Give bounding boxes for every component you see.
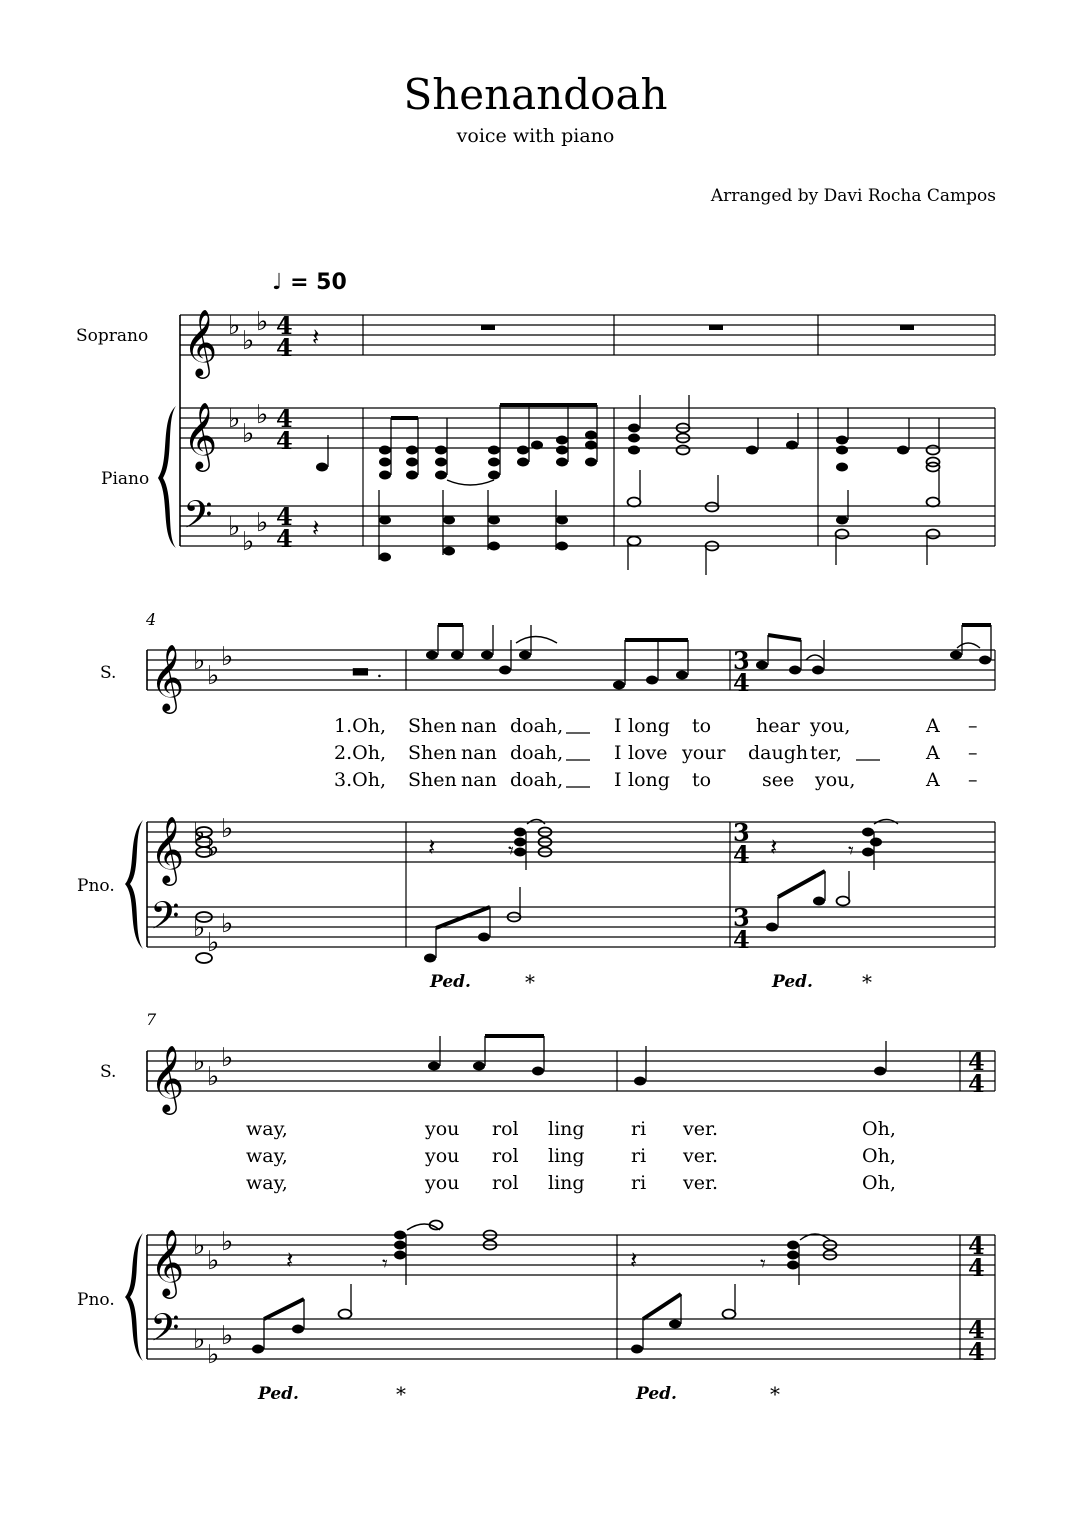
arranger-credit: Arranged by Davi Rocha Campos: [710, 186, 996, 206]
time-signature-denominator: 4: [276, 333, 293, 362]
staff-piano-bass: [147, 1319, 995, 1359]
svg-text:4: 4: [968, 1047, 985, 1076]
svg-text:♭: ♭: [193, 1047, 206, 1077]
svg-text:4: 4: [968, 1253, 985, 1282]
instrument-label-piano-short: Pno.: [77, 876, 115, 896]
quarter-note-icon: ♩: [272, 270, 283, 295]
svg-text:♭: ♭: [221, 814, 234, 844]
lyric-syllable: –: [968, 715, 978, 737]
staff-soprano: [147, 1051, 995, 1091]
flat-icon: ♭: [242, 527, 255, 557]
lyric-syllable: 3.Oh,: [334, 769, 386, 791]
svg-text:♭: ♭: [193, 1325, 206, 1355]
lyric-syllable: you,: [810, 715, 851, 737]
flat-icon: ♭: [207, 661, 220, 691]
flat-icon: ♭: [256, 508, 269, 538]
lyric-syllable: ri: [631, 1145, 647, 1167]
lyric-syllable: way,: [246, 1145, 288, 1167]
lyric-syllable: doah,: [510, 715, 564, 737]
score-title: Shenandoah: [403, 70, 668, 119]
lyric-syllable: rol: [492, 1145, 519, 1167]
treble-clef-icon: 𝄞: [150, 1044, 185, 1112]
flat-icon: ♭: [242, 419, 255, 449]
svg-text:4: 4: [276, 426, 293, 455]
lyric-syllable: you: [425, 1145, 460, 1167]
flat-icon: ♭: [193, 646, 206, 676]
svg-text:𝄾: 𝄾: [848, 839, 854, 864]
lyric-syllable: –: [968, 742, 978, 764]
eighth-rest-icon: 𝄾: [508, 839, 514, 864]
svg-text:♭: ♭: [207, 928, 220, 958]
staff-piano-bass: [147, 907, 995, 947]
lyric-syllable: 1.Oh,: [334, 715, 386, 737]
lyric-syllable: ver.: [683, 1118, 719, 1140]
time-signature-numerator: 4: [276, 311, 293, 340]
flat-icon: ♭: [242, 326, 255, 356]
lyric-syllable: Oh,: [862, 1172, 896, 1194]
svg-text:𝄽: 𝄽: [770, 833, 778, 861]
lyric-syllable: –: [968, 769, 978, 791]
whole-rest-icon: [481, 325, 495, 330]
lyric-syllable: love: [628, 742, 668, 764]
lyric-syllable: A: [926, 742, 940, 764]
lyric-syllable: ver.: [683, 1145, 719, 1167]
lyric-syllable: you: [425, 1118, 460, 1140]
svg-text:4: 4: [276, 502, 293, 531]
pedal-up-marking: *: [525, 970, 535, 994]
lyric-syllable: ling: [548, 1172, 585, 1194]
pedal-down-marking: Ped.: [772, 972, 813, 992]
svg-text:♭: ♭: [221, 1043, 234, 1073]
lyric-syllable: ter,: [810, 742, 842, 764]
staff-piano-bass: [180, 506, 995, 546]
lyric-syllable: ling: [548, 1145, 585, 1167]
lyric-syllable: way,: [246, 1172, 288, 1194]
bass-clef-icon: 𝄢: [150, 1305, 180, 1359]
lyric-syllable: nan: [461, 742, 497, 764]
flat-icon: ♭: [228, 512, 241, 542]
lyric-syllable: Oh,: [862, 1118, 896, 1140]
lyric-syllable: you: [425, 1172, 460, 1194]
lyric-syllable: doah,: [510, 769, 564, 791]
quarter-rest-icon: 𝄽: [312, 514, 320, 542]
lyric-syllable: doah,: [510, 742, 564, 764]
lyric-syllable: I: [614, 742, 622, 764]
flat-icon: ♭: [228, 404, 241, 434]
svg-text:𝄽: 𝄽: [630, 1246, 638, 1274]
svg-text:4: 4: [968, 1069, 985, 1098]
staff-soprano: [147, 650, 995, 690]
svg-text:♭: ♭: [207, 1062, 220, 1092]
svg-text:4: 4: [968, 1231, 985, 1260]
treble-clef-icon: 𝄞: [183, 308, 218, 376]
lyric-syllable: nan: [461, 769, 497, 791]
svg-text:4: 4: [968, 1337, 985, 1366]
svg-text:♭: ♭: [221, 909, 234, 939]
svg-text:4: 4: [733, 668, 750, 697]
instrument-label-piano: Piano: [101, 469, 150, 489]
lyric-syllable: to: [692, 715, 712, 737]
lyric-syllable: your: [682, 742, 726, 764]
svg-text:♭: ♭: [193, 1231, 206, 1261]
lyric-syllable: 2.Oh,: [334, 742, 386, 764]
measure-number: 7: [146, 1010, 157, 1029]
svg-text:4: 4: [733, 840, 750, 869]
pedal-up-marking: *: [396, 1382, 406, 1406]
svg-text:♭: ♭: [207, 1246, 220, 1276]
tempo-value: = 50: [290, 270, 347, 295]
lyric-syllable: Shen: [408, 769, 457, 791]
lyric-syllable: A: [926, 769, 940, 791]
lyric-syllable: A: [926, 715, 940, 737]
lyric-syllable: ling: [548, 1118, 585, 1140]
flat-icon: ♭: [256, 307, 269, 337]
svg-text:♭: ♭: [193, 913, 206, 943]
bass-clef-icon: 𝄢: [183, 492, 213, 546]
svg-text:♭: ♭: [221, 1227, 234, 1257]
staff-soprano: [180, 315, 995, 355]
lyric-extenders: [566, 733, 880, 787]
ties: [407, 480, 980, 1240]
measure-number: 4: [146, 610, 157, 629]
treble-clef-icon: 𝄞: [150, 643, 185, 711]
lyric-syllable: daugh: [748, 742, 809, 764]
lyric-syllable: ri: [631, 1118, 647, 1140]
noteheads: [252, 424, 991, 1354]
svg-text:3: 3: [733, 646, 750, 675]
instrument-label-soprano-short: S.: [100, 663, 117, 683]
pedal-down-marking: Ped.: [430, 972, 471, 992]
lyric-syllable: to: [692, 769, 712, 791]
quarter-rest-icon: 𝄽: [312, 323, 320, 351]
quarter-rest-icon: 𝄽: [428, 833, 436, 861]
whole-rest-icon: [900, 325, 914, 330]
svg-text:♭: ♭: [207, 833, 220, 863]
half-rest-icon: ▬ .: [351, 658, 383, 682]
whole-rest-icon: [709, 325, 723, 330]
piano-brace-icon: [125, 406, 176, 1361]
flat-icon: ♭: [221, 642, 234, 672]
lyric-syllable: Oh,: [862, 1145, 896, 1167]
lyric-syllable: I: [614, 769, 622, 791]
lyric-syllable: you,: [815, 769, 856, 791]
lyric-syllable: long: [628, 715, 670, 737]
pedal-up-marking: *: [770, 1382, 780, 1406]
score-subtitle: voice with piano: [456, 125, 615, 147]
treble-clef-icon: 𝄞: [150, 815, 185, 883]
svg-text:3: 3: [733, 903, 750, 932]
lyric-syllable: hear: [756, 715, 800, 737]
svg-text:♭: ♭: [193, 818, 206, 848]
bass-clef-icon: 𝄢: [150, 893, 180, 947]
svg-text:𝄽: 𝄽: [286, 1246, 294, 1274]
staff-piano-treble: [147, 1235, 995, 1275]
flat-icon: ♭: [228, 311, 241, 341]
svg-text:4: 4: [968, 1315, 985, 1344]
lyric-syllable: I: [614, 715, 622, 737]
lyric-syllable: nan: [461, 715, 497, 737]
svg-text:𝄾: 𝄾: [382, 1252, 388, 1277]
lyric-syllable: ver.: [683, 1172, 719, 1194]
instrument-label-soprano-short: S.: [100, 1062, 117, 1082]
lyric-syllable: ri: [631, 1172, 647, 1194]
instrument-label-piano-short: Pno.: [77, 1290, 115, 1310]
pedal-up-marking: *: [862, 970, 872, 994]
instrument-label-soprano: Soprano: [76, 326, 149, 346]
svg-text:♭: ♭: [207, 1340, 220, 1370]
lyric-syllable: rol: [492, 1118, 519, 1140]
pedal-down-marking: Ped.: [258, 1384, 299, 1404]
svg-text:♭: ♭: [221, 1321, 234, 1351]
lyric-syllable: way,: [246, 1118, 288, 1140]
lyric-syllable: long: [628, 769, 670, 791]
lyric-syllable: see: [762, 769, 795, 791]
svg-text:4: 4: [276, 524, 293, 553]
lyric-syllable: Shen: [408, 742, 457, 764]
svg-text:3: 3: [733, 818, 750, 847]
svg-text:4: 4: [733, 925, 750, 954]
svg-text:𝄾: 𝄾: [760, 1252, 766, 1277]
lyric-syllable: Shen: [408, 715, 457, 737]
flat-icon: ♭: [256, 400, 269, 430]
treble-clef-icon: 𝄞: [183, 401, 218, 469]
svg-text:4: 4: [276, 404, 293, 433]
treble-clef-icon: 𝄞: [150, 1228, 185, 1296]
lyric-syllable: rol: [492, 1172, 519, 1194]
pedal-down-marking: Ped.: [636, 1384, 677, 1404]
